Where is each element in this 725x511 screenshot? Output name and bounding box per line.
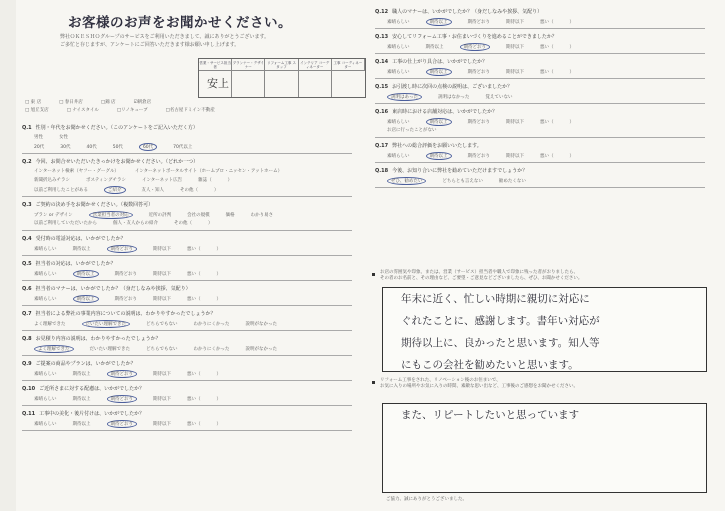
question-text: 担当者の対応は、いかがでしたか？ xyxy=(35,261,116,267)
answer-options xyxy=(34,177,248,183)
question-q10 xyxy=(22,385,144,392)
answer-option[interactable]: 覚えていない xyxy=(485,95,513,100)
question-number: Q.9 xyxy=(22,361,32,367)
answer-option[interactable]: 以前ご利用していただいたから xyxy=(34,221,97,226)
intro-line-1: 弊社ＯＫＥＳＨＯグループのサービスをご利用いただきまして、誠にありがとうございます。 xyxy=(60,34,270,40)
answer-option[interactable]: ） xyxy=(216,397,221,402)
answer-option[interactable]: 期待以下 xyxy=(506,120,524,125)
question-text: 安心してリフォーム工事・お住まいづくりを進めることができましたか？ xyxy=(392,34,557,40)
divider xyxy=(22,153,352,154)
answer-option[interactable]: 素晴らしい xyxy=(34,397,57,402)
answer-options xyxy=(34,295,237,303)
answer-option[interactable]: 素晴らしい xyxy=(387,120,410,125)
answer-option-selected[interactable]: 期待どおり xyxy=(107,245,138,253)
question-text: 担当者による弊社の事業内容についての説明は、わかりやすかったでしょうか？ xyxy=(35,311,216,317)
answer-option[interactable]: 友人・知人 xyxy=(141,188,164,193)
question-number: Q.6 xyxy=(22,286,32,292)
answer-option-selected[interactable]: 期待どおり xyxy=(107,370,138,378)
answer-option[interactable]: 勧めたくない xyxy=(498,179,526,184)
answer-option[interactable]: 素晴らしい xyxy=(387,70,410,75)
question-number: Q.18 xyxy=(375,168,389,174)
answer-option-selected[interactable]: 60代 xyxy=(139,143,157,151)
answer-options xyxy=(34,220,229,226)
answer-option[interactable]: 悪い（ xyxy=(540,154,554,159)
answer-options xyxy=(34,345,293,353)
question-text: 性別・年代をお聞かせください。（このアンケートをご記入いただく方） xyxy=(35,125,198,131)
question-number: Q.8 xyxy=(22,336,32,342)
question-number: Q.10 xyxy=(22,386,36,392)
answer-options xyxy=(387,18,590,26)
answer-option[interactable]: ） xyxy=(216,247,221,252)
answer-option[interactable]: 素晴らしい xyxy=(387,20,410,25)
answer-option-selected[interactable]: ご紹介 xyxy=(104,186,126,194)
answer-option[interactable]: 素晴らしい xyxy=(34,272,57,277)
question-q9 xyxy=(22,360,136,367)
answer-option-selected[interactable]: 期待どおり xyxy=(107,420,138,428)
answer-option[interactable]: どちらでもない xyxy=(146,347,178,352)
divider xyxy=(22,380,352,381)
divider xyxy=(22,430,352,431)
answer-option[interactable]: インターネット検索（ヤフー・グーグル） xyxy=(34,169,119,174)
answer-option[interactable]: インターネット広告 xyxy=(141,178,183,183)
answer-option[interactable]: 素晴らしい xyxy=(34,422,57,427)
answer-options xyxy=(34,134,84,140)
divider xyxy=(375,53,705,54)
answer-option[interactable]: 説明がなかった xyxy=(245,322,277,327)
answer-option[interactable]: プラン or デザイン xyxy=(34,213,73,218)
answer-option[interactable]: 期待どおり xyxy=(467,154,490,159)
answer-option-selected[interactable]: 期待以上 xyxy=(73,270,99,278)
answer-option-selected[interactable]: 期待以上 xyxy=(426,118,452,126)
divider xyxy=(22,305,352,306)
comment-prompt: お店の雰囲気や印象、または、営業（サービス）担当者や職人で印象に残った者がおりましたら、 その者のお名前と、その理由など、ご要望・ご意見などございましたら、ぜひ、お聞かせください。 xyxy=(380,270,583,281)
answer-option[interactable]: 悪い（ xyxy=(540,20,554,25)
answer-option[interactable]: 期待以下 xyxy=(153,372,171,377)
staff-cell-reform xyxy=(265,71,298,97)
answer-options xyxy=(34,143,208,151)
question-text: 東店時における店舗対応は、いかがでしたか？ xyxy=(392,109,498,115)
staff-cell-planner xyxy=(232,71,265,97)
answer-option-selected[interactable]: 説明はあった xyxy=(387,93,422,101)
answer-option[interactable]: 期待以下 xyxy=(153,247,171,252)
answer-option[interactable]: わかりにくかった xyxy=(193,322,230,327)
answer-option[interactable]: 30代 xyxy=(60,145,71,150)
question-q5 xyxy=(22,260,116,267)
page-margin xyxy=(0,0,16,511)
divider xyxy=(375,137,705,138)
answer-option[interactable]: 期待どおり xyxy=(114,272,137,277)
question-number: Q.14 xyxy=(375,59,389,65)
question-q15 xyxy=(375,83,512,90)
answer-option[interactable]: 期待どおり xyxy=(467,20,490,25)
answer-option[interactable]: 説明がなかった xyxy=(245,347,277,352)
answer-option[interactable]: 素晴らしい xyxy=(387,45,410,50)
question-number: Q.12 xyxy=(375,9,389,15)
answer-option[interactable]: 期待以下 xyxy=(153,422,171,427)
answer-option[interactable]: 男性 xyxy=(34,135,43,140)
answer-option[interactable]: 期待どおり xyxy=(114,297,137,302)
answer-option[interactable]: わかり易さ xyxy=(250,213,274,218)
question-text: 工事の仕上がり具合は、いかがでしたか？ xyxy=(392,59,488,65)
answer-option[interactable]: その他（ xyxy=(180,188,198,193)
answer-option-selected[interactable]: 期待以上 xyxy=(426,18,452,26)
question-text: 今後、お知り合いに弊社を勧めていただけますでしょうか？ xyxy=(392,168,528,174)
question-text: ご近所さまに対する配慮は、いかがでしたか？ xyxy=(39,386,145,392)
answer-option-selected[interactable]: 期待以上 xyxy=(73,295,99,303)
answer-option[interactable]: 悪い（ xyxy=(187,372,201,377)
question-number: Q.15 xyxy=(375,84,389,90)
divider xyxy=(22,280,352,281)
answer-option[interactable]: 期待以下 xyxy=(153,297,171,302)
answer-options xyxy=(34,370,237,378)
staff-header-planner: プランナー・デザイナー xyxy=(232,61,264,69)
answer-option-selected[interactable]: 期待どおり xyxy=(107,395,138,403)
answer-option-selected[interactable]: 期待以上 xyxy=(426,152,452,160)
answer-option[interactable]: 期待以下 xyxy=(153,272,171,277)
answer-option[interactable]: 期待以下 xyxy=(506,154,524,159)
question-number: Q.7 xyxy=(22,311,32,317)
answer-options xyxy=(387,127,453,133)
answer-option[interactable]: 悪い（ xyxy=(187,297,201,302)
question-text: 今回、お問合せいただいたきっかけをお聞かせください。（どれか一つ） xyxy=(35,159,199,165)
answer-option[interactable]: ） xyxy=(569,20,574,25)
answer-options xyxy=(387,177,542,185)
answer-option[interactable]: 悪い（ xyxy=(187,397,201,402)
answer-options xyxy=(34,270,237,278)
question-q4 xyxy=(22,235,126,242)
reform-prompt: リフォーム工事をされた、リノベーション後のお住まいで、 お気に入りの場所やお気に入りの時間、素敵な思い出など、工事後のご感想をお聞かせください。 xyxy=(380,378,578,389)
answer-options xyxy=(34,245,237,253)
answer-option[interactable]: 悪い（ xyxy=(540,120,554,125)
bullet-icon xyxy=(372,381,375,384)
question-q3 xyxy=(22,201,153,208)
answer-option[interactable]: 期待以上 xyxy=(425,45,444,50)
answer-option-selected[interactable]: 期待以上 xyxy=(426,68,452,76)
staff-header-interior: インテリア コーディネーター xyxy=(299,59,332,71)
question-q14 xyxy=(375,58,487,65)
question-number: Q.11 xyxy=(22,411,36,417)
question-number: Q.13 xyxy=(375,34,389,40)
question-q11 xyxy=(22,410,144,417)
divider xyxy=(22,230,352,231)
survey-title: お客様のお声をお聞かせください。 xyxy=(68,15,292,31)
answer-option[interactable]: 50代 xyxy=(112,145,123,150)
question-q17 xyxy=(375,142,482,149)
staff-stamp: 安上 xyxy=(207,77,229,90)
divider xyxy=(22,355,352,356)
answer-options xyxy=(387,68,590,76)
question-q6 xyxy=(22,285,191,292)
question-number: Q.16 xyxy=(375,109,389,115)
bullet-icon xyxy=(372,273,375,276)
answer-option[interactable]: 期待以下 xyxy=(506,20,524,25)
answer-options xyxy=(34,320,293,328)
answer-option[interactable]: ポスティングチラシ xyxy=(86,178,126,183)
answer-option[interactable]: 40代 xyxy=(86,145,97,150)
answer-option[interactable]: 20代 xyxy=(34,145,45,150)
question-number: Q.1 xyxy=(22,125,32,131)
staff-header-sales: 営業・サービス担当者 xyxy=(199,61,231,69)
answer-option[interactable]: ） xyxy=(214,188,219,193)
source-row-1: □ 東 店 □ 春日井店 □錦 店 ☑朝倉店 xyxy=(25,100,152,105)
answer-option-selected[interactable]: ぜひ、勧めたい xyxy=(387,177,426,185)
reform-box[interactable] xyxy=(382,403,707,493)
question-number: Q.3 xyxy=(22,202,32,208)
answer-options xyxy=(34,420,237,428)
question-q2 xyxy=(22,158,198,165)
answer-option[interactable]: ） xyxy=(216,272,221,277)
answer-option[interactable]: 期待以下 xyxy=(153,397,171,402)
answer-option[interactable]: ） xyxy=(569,45,574,50)
answer-option[interactable]: 期待以下 xyxy=(506,70,524,75)
question-number: Q.5 xyxy=(22,261,32,267)
question-text: 受付時の電話対応は、いかがでしたか？ xyxy=(35,236,126,242)
question-number: Q.2 xyxy=(22,159,32,165)
staff-header-construction: 工事 コーディネーター xyxy=(332,59,365,71)
answer-option[interactable]: ） xyxy=(216,297,221,302)
answer-option[interactable]: 会社の規模 xyxy=(187,213,210,218)
answer-option-selected[interactable]: よく理解できた xyxy=(34,345,74,353)
answer-option[interactable]: ） xyxy=(569,154,574,159)
comment-box[interactable] xyxy=(382,287,707,372)
divider xyxy=(22,405,352,406)
answer-option[interactable]: ） xyxy=(569,120,574,125)
answer-option[interactable]: 期待以上 xyxy=(72,422,91,427)
divider xyxy=(375,78,705,79)
answer-option[interactable]: 近所の評判 xyxy=(148,213,172,218)
answer-option-selected[interactable]: 営業担当者の対応 xyxy=(89,211,133,219)
answer-option-selected[interactable]: だいたい理解できた xyxy=(82,320,131,328)
question-q8 xyxy=(22,335,161,342)
divider xyxy=(375,28,705,29)
answer-option[interactable]: 70代以上 xyxy=(173,145,193,150)
answer-options xyxy=(387,118,590,126)
question-text: ご提案の商品やプランは、いかがでしたか？ xyxy=(35,361,136,367)
answer-option[interactable]: 新聞折込みチラシ xyxy=(34,178,70,183)
answer-option[interactable]: 期待どおり xyxy=(467,70,490,75)
staff-cell-sales xyxy=(199,71,232,97)
answer-option[interactable]: ） xyxy=(208,221,213,226)
question-text: お引渡し時に次回の点検の説明は、ございましたか？ xyxy=(392,84,513,90)
staff-cell-interior xyxy=(299,71,332,97)
divider xyxy=(375,103,705,104)
answer-options xyxy=(34,211,289,219)
answer-option[interactable]: 悪い（ xyxy=(187,272,201,277)
intro-line-2: ご多忙と存じますが、アンケートにご回答いただきます様お願い申し上げます。 xyxy=(60,42,240,48)
answer-options xyxy=(387,43,590,51)
staff-header-reform: リフォーム工事 スタッフ xyxy=(265,59,298,71)
answer-option[interactable]: お店に行ったことがない xyxy=(387,128,437,133)
divider xyxy=(375,162,705,163)
answer-options xyxy=(34,168,298,174)
answer-option[interactable]: 素晴らしい xyxy=(34,247,57,252)
comment-handwriting: 年末に近く、忙しい時期に親切に対応に ぐれたことに、感謝します。書年い対応が 期待以上に、良かったと思います。知人等 にもこの会社を勧めたいと思います。 xyxy=(401,293,600,371)
answer-option[interactable]: 素晴らしい xyxy=(34,297,57,302)
staff-cell-construction xyxy=(332,71,365,97)
answer-option[interactable]: 女性 xyxy=(59,135,68,140)
thanks-text: ご協力、誠にありがとうございました。 xyxy=(386,497,467,502)
question-q13 xyxy=(375,33,557,40)
answer-option[interactable]: よく理解できた xyxy=(34,322,66,327)
question-text: 工事中の美化・後片付けは、いかがでしたか？ xyxy=(39,411,145,417)
answer-option[interactable]: 素晴らしい xyxy=(34,372,57,377)
answer-options xyxy=(387,152,590,160)
question-q16 xyxy=(375,108,497,115)
question-q1 xyxy=(22,124,198,131)
question-q7 xyxy=(22,310,216,317)
question-text: お見積り内容の説明は、わかりやすかったでしょうか？ xyxy=(35,336,161,342)
answer-option[interactable]: 悪い（ xyxy=(540,70,554,75)
answer-option[interactable]: だいたい理解できた xyxy=(89,347,130,352)
answer-option[interactable]: 個人・友人からの紹介 xyxy=(113,221,158,226)
divider xyxy=(22,196,352,197)
answer-option[interactable]: 悪い（ xyxy=(540,45,554,50)
question-q12 xyxy=(375,8,542,15)
divider xyxy=(375,187,705,188)
question-text: ご契約の決め手をお聞かせください。（複数回答可） xyxy=(35,202,154,208)
answer-option[interactable]: 雑誌（ xyxy=(198,178,212,183)
question-q18 xyxy=(375,167,527,174)
answer-option[interactable]: わかりにくかった xyxy=(193,347,230,352)
answer-option[interactable]: どちらでもない xyxy=(146,322,178,327)
answer-option-selected[interactable]: 期待どおり xyxy=(460,43,491,51)
answer-option[interactable]: 説明はなかった xyxy=(437,95,470,100)
survey-intro xyxy=(60,33,360,49)
reform-handwriting: また、リピートしたいと思っています xyxy=(401,409,580,421)
answer-option[interactable]: 以前ご利用したことがある xyxy=(34,188,88,193)
answer-option[interactable]: どちらとも言えない xyxy=(442,179,483,184)
question-number: Q.17 xyxy=(375,143,389,149)
answer-option[interactable]: 期待以下 xyxy=(506,45,524,50)
answer-options xyxy=(34,395,237,403)
answer-option[interactable]: ） xyxy=(227,178,233,183)
staff-table xyxy=(198,58,366,98)
answer-option[interactable]: ） xyxy=(569,70,574,75)
answer-option[interactable]: 期待以上 xyxy=(72,397,91,402)
question-text: 職人のマナーは、いかがでしたか？（身だしなみや挨拶、気配り） xyxy=(392,9,543,15)
question-text: 担当者のマナーは、いかがでしたか？（身だしなみや挨拶、気配り） xyxy=(35,286,191,292)
answer-option[interactable]: インターネットポータルサイト（ホームプロ・ニッセン・アットホーム） xyxy=(134,169,283,174)
answer-option[interactable]: 期待どおり xyxy=(467,120,490,125)
answer-options xyxy=(387,93,528,101)
answer-option[interactable]: ） xyxy=(216,372,221,377)
answer-option[interactable]: 期待以上 xyxy=(72,372,91,377)
answer-options xyxy=(34,186,235,194)
question-number: Q.4 xyxy=(22,236,32,242)
answer-option[interactable]: ） xyxy=(216,422,221,427)
answer-option[interactable]: 悪い（ xyxy=(187,422,201,427)
answer-option[interactable]: 素晴らしい xyxy=(387,154,410,159)
answer-option[interactable]: 悪い（ xyxy=(187,247,201,252)
divider xyxy=(22,330,352,331)
divider xyxy=(22,255,352,256)
question-text: 弊社への総合評価をお願いいたします。 xyxy=(392,143,482,149)
answer-option[interactable]: その他（ xyxy=(174,221,192,226)
source-row-2: □ 旭丘支店 □ ナイスタイル □リノキューブ □名古屋ドミイン不動産 xyxy=(25,108,215,113)
answer-option[interactable]: 期待以上 xyxy=(72,247,91,252)
answer-option[interactable]: 価格 xyxy=(225,213,235,218)
